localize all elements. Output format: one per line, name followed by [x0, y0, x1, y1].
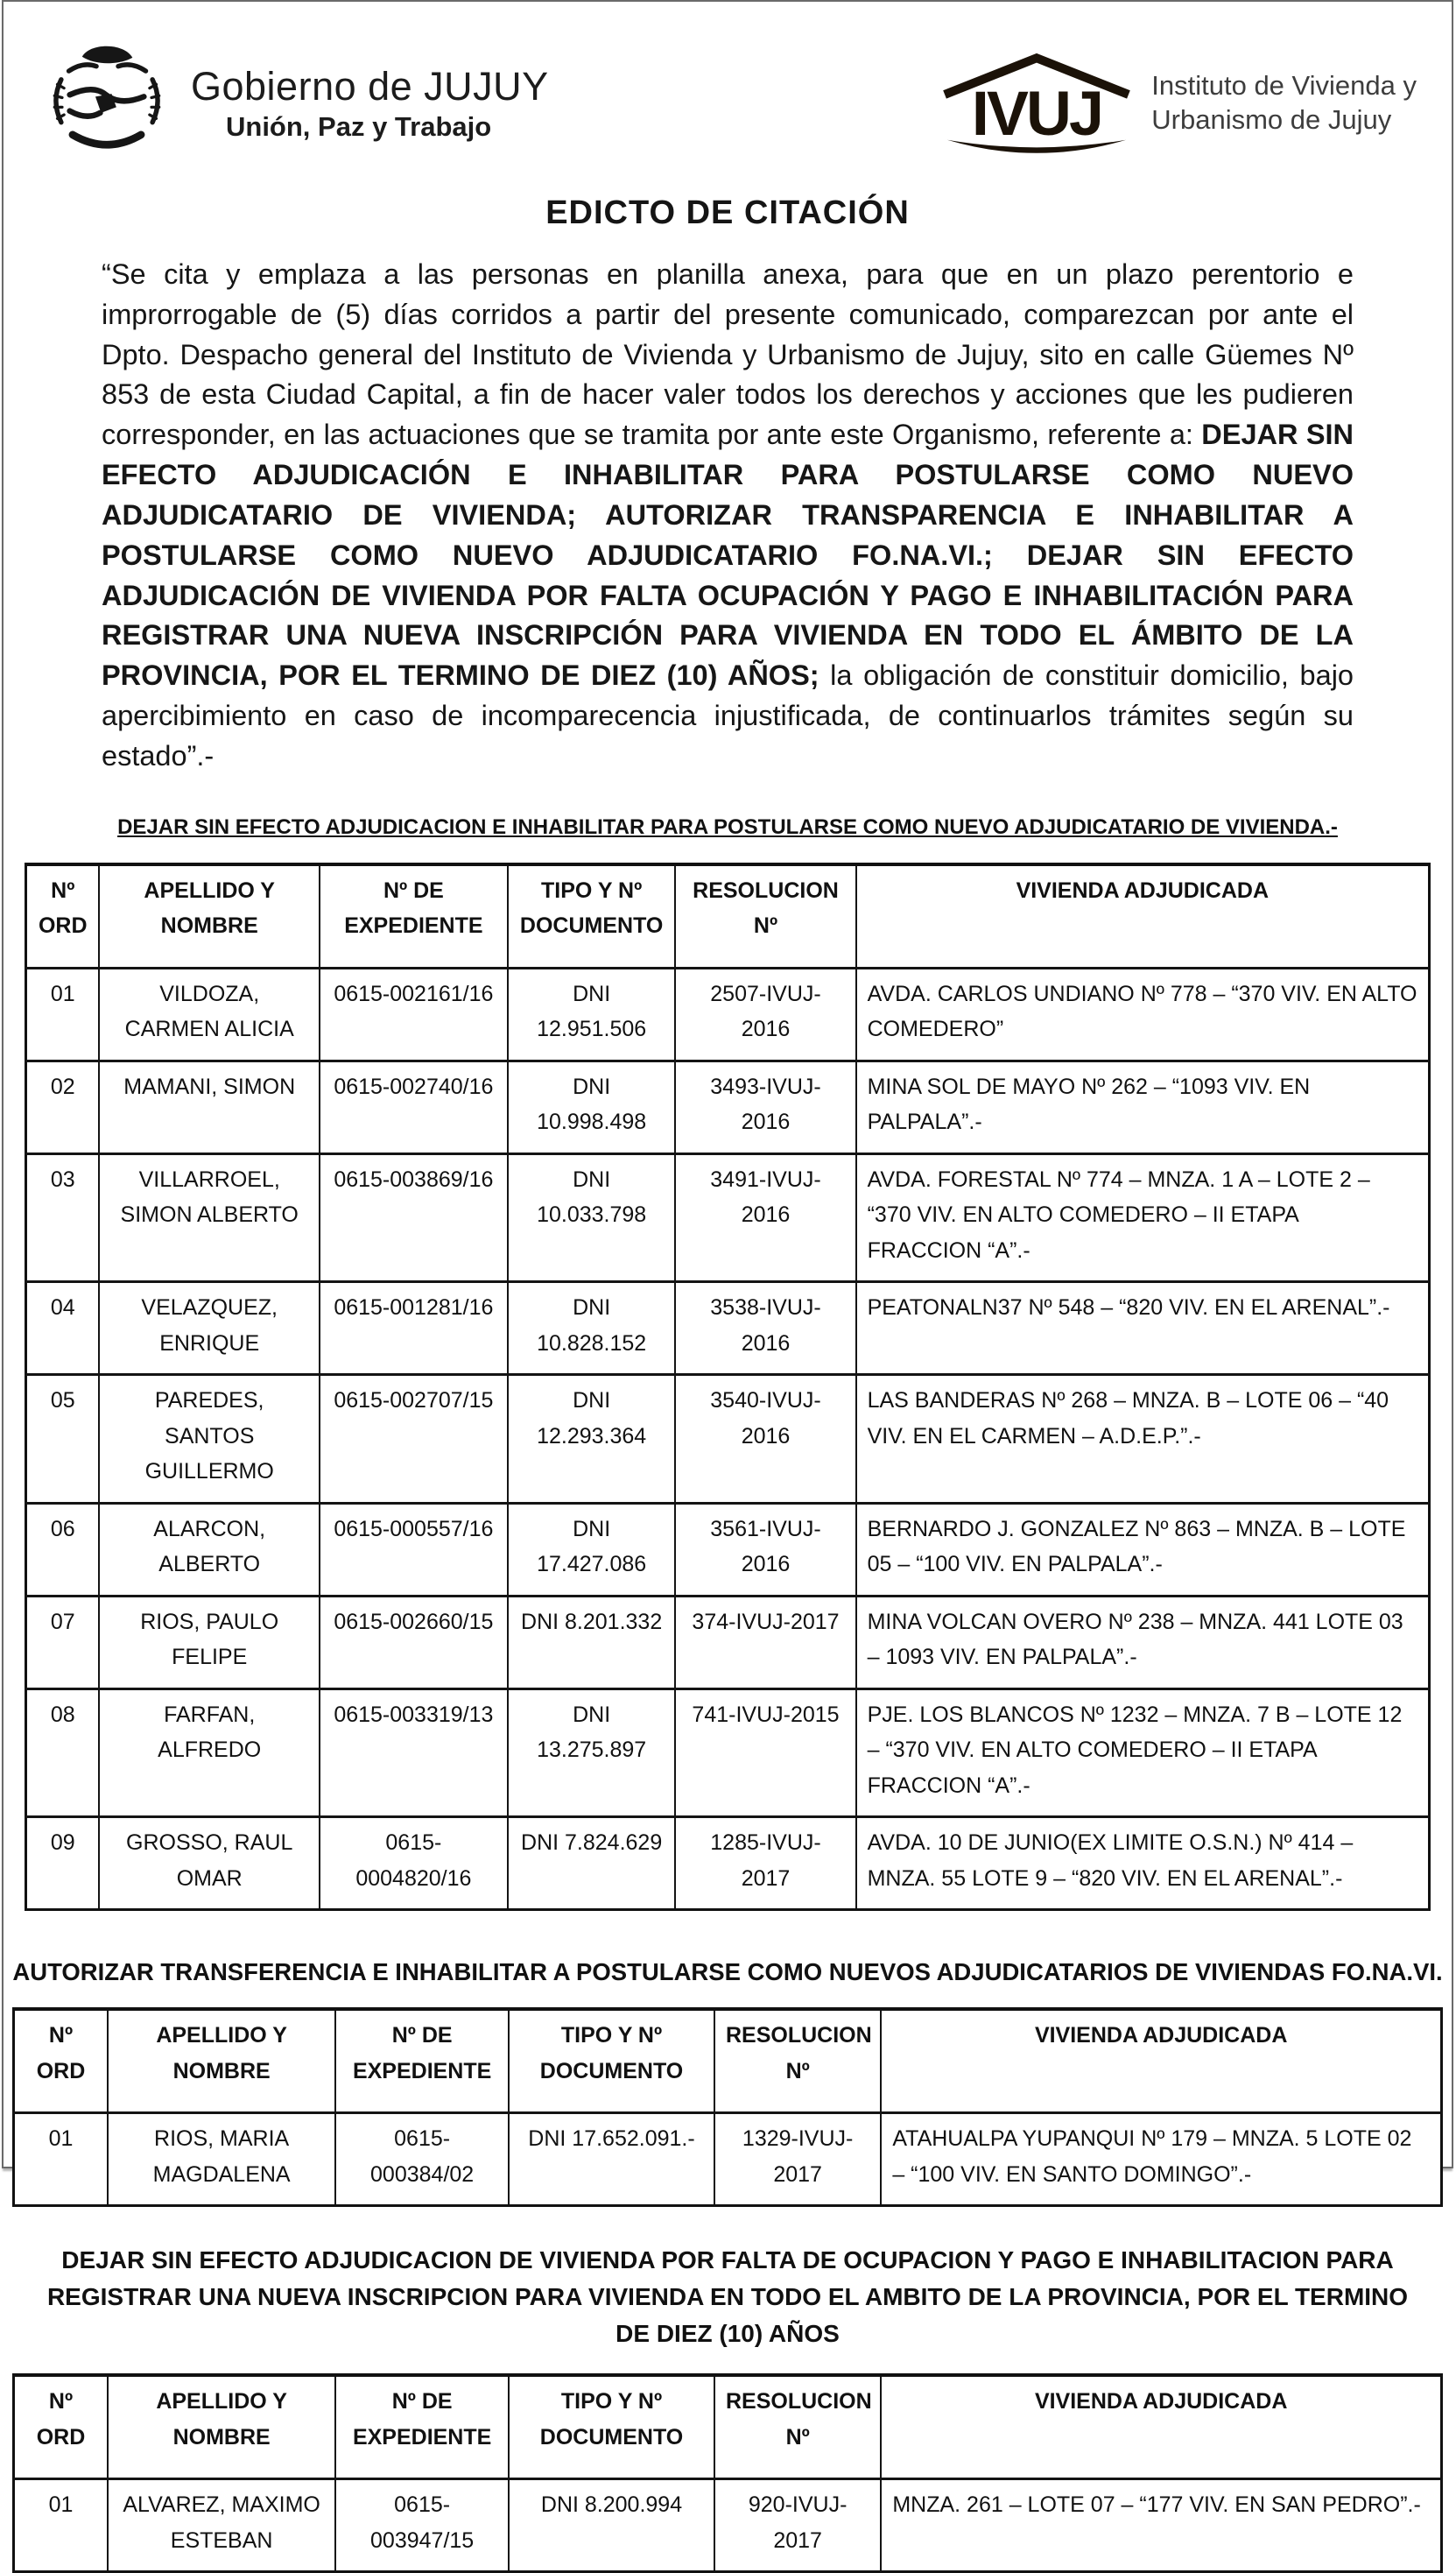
cell-name: ALVAREZ, MAXIMO ESTEBAN [108, 2479, 335, 2572]
cell-vivienda: MINA VOLCAN OVERO Nº 238 – MNZA. 441 LOTE 03 – 1093 VIV. EN PALPALA”.- [856, 1596, 1430, 1688]
table-header-row [14, 2375, 1442, 2479]
cell-vivienda: ATAHUALPA YUPANQUI Nº 179 – MNZA. 5 LOTE 02 – “100 VIV. EN SANTO DOMINGO”.- [881, 2113, 1441, 2206]
cell-name: PAREDES, SANTOS GUILLERMO [99, 1375, 319, 1504]
table-row [14, 2479, 1442, 2572]
ivuj-acronym: IVUJ [972, 78, 1102, 149]
ivuj-name-line1: Instituto de Vivienda y [1151, 70, 1417, 102]
table-row [26, 968, 1430, 1061]
cell-vivienda: BERNARDO J. GONZALEZ Nº 863 – MNZA. B – LOTE 05 – “100 VIV. EN PALPALA”.- [856, 1503, 1430, 1596]
cell-vivienda: AVDA. 10 DE JUNIO(EX LIMITE O.S.N.) Nº 414 – MNZA. 55 LOTE 9 – “820 VIV. EN EL ARENAL”.- [856, 1817, 1430, 1910]
col-header-documento: TIPO Y Nº DOCUMENTO [508, 864, 676, 969]
cell-expediente: 0615-001281/16 [320, 1282, 508, 1375]
cell-name: VILDOZA, CARMEN ALICIA [99, 968, 319, 1061]
cell-ord: 03 [26, 1153, 100, 1282]
cell-vivienda: LAS BANDERAS Nº 268 – MNZA. B – LOTE 06 – “40 VIV. EN EL CARMEN – A.D.E.P.”.- [856, 1375, 1430, 1504]
cell-expediente: 0615-003869/16 [320, 1153, 508, 1282]
cell-expediente: 0615-002660/15 [320, 1596, 508, 1688]
cell-expediente: 0615-0004820/16 [320, 1817, 508, 1910]
cell-name: RIOS, PAULO FELIPE [99, 1596, 319, 1688]
falta-ocupacion-table [12, 2373, 1443, 2573]
table-row [26, 1596, 1430, 1688]
cell-name: RIOS, MARIA MAGDALENA [108, 2113, 335, 2206]
col-header-expediente: Nº DE EXPEDIENTE [335, 2375, 509, 2479]
cell-documento: DNI 10.033.798 [508, 1153, 676, 1282]
col-header-documento: TIPO Y Nº DOCUMENTO [509, 2375, 714, 2479]
cell-documento: DNI 8.200.994 [509, 2479, 714, 2572]
cell-documento: DNI 12.293.364 [508, 1375, 676, 1504]
cell-ord: 01 [14, 2479, 108, 2572]
ivuj-name-line2: Urbanismo de Jujuy [1151, 104, 1392, 135]
gobierno-jujuy-wordmark [191, 64, 549, 143]
cell-expediente: 0615-002161/16 [320, 968, 508, 1061]
gobierno-title: Gobierno de JUJUY [191, 64, 549, 109]
col-header-name: APELLIDO Y NOMBRE [108, 2375, 335, 2479]
col-header-ord: Nº ORD [26, 864, 100, 969]
cell-resolucion: 1329-IVUJ-2017 [714, 2113, 881, 2206]
cell-resolucion: 2507-IVUJ-2016 [675, 968, 855, 1061]
cell-expediente: 0615-000557/16 [320, 1503, 508, 1596]
cell-name: FARFAN, ALFREDO [99, 1688, 319, 1817]
header [4, 33, 1452, 173]
cell-name: ALARCON, ALBERTO [99, 1503, 319, 1596]
table-row [26, 1282, 1430, 1375]
gobierno-jujuy-logo [33, 37, 549, 170]
cell-ord: 01 [26, 968, 100, 1061]
cell-name: GROSSO, RAUL OMAR [99, 1817, 319, 1910]
cell-name: VILLARROEL, SIMON ALBERTO [99, 1153, 319, 1282]
ivuj-logo [936, 38, 1417, 169]
cell-ord: 09 [26, 1817, 100, 1910]
cell-documento: DNI 17.427.086 [508, 1503, 676, 1596]
cell-vivienda: MNZA. 261 – LOTE 07 – “177 VIV. EN SAN PEDRO”.- [881, 2479, 1441, 2572]
cell-ord: 07 [26, 1596, 100, 1688]
cell-ord: 05 [26, 1375, 100, 1504]
cell-vivienda: MINA SOL DE MAYO Nº 262 – “1093 VIV. EN PALPALA”.- [856, 1061, 1430, 1153]
cell-vivienda: PEATONALN37 Nº 548 – “820 VIV. EN EL ARENAL”.- [856, 1282, 1430, 1375]
gobierno-jujuy-crest-icon [33, 37, 180, 170]
cell-ord: 01 [14, 2113, 108, 2206]
cell-resolucion: 3540-IVUJ-2016 [675, 1375, 855, 1504]
transferencia-table [12, 2007, 1443, 2207]
col-header-documento: TIPO Y Nº DOCUMENTO [509, 2009, 714, 2113]
col-header-ord: Nº ORD [14, 2009, 108, 2113]
cell-vivienda: AVDA. CARLOS UNDIANO Nº 778 – “370 VIV. EN ALTO COMEDERO” [856, 968, 1430, 1061]
col-header-ord: Nº ORD [14, 2375, 108, 2479]
cell-ord: 06 [26, 1503, 100, 1596]
edict-text: “Se cita y emplaza a las personas en planilla anexa, para que en un plazo perentorio e improrrogable de (5) días corridos a partir del presente comunicado, comparezcan por ante el Dpto. Despacho general del Instituto de Vivienda y Urbanismo de Jujuy, sito en calle Güemes Nº 853 de esta Ciudad Capital, a fin de hacer valer todos los derechos y acciones que les pudieren corresponder, en las actuaciones que se tramita por ante este Organismo, referente a: [102, 258, 1354, 451]
table-row [26, 1153, 1430, 1282]
cell-expediente: 0615-002740/16 [320, 1061, 508, 1153]
col-header-name: APELLIDO Y NOMBRE [99, 864, 319, 969]
col-header-name: APELLIDO Y NOMBRE [108, 2009, 335, 2113]
document-title: EDICTO DE CITACIÓN [545, 194, 910, 231]
table-header-row [26, 864, 1430, 969]
table-header-row [14, 2009, 1442, 2113]
ivuj-house-icon [936, 38, 1137, 169]
col-header-expediente: Nº DE EXPEDIENTE [335, 2009, 509, 2113]
cell-vivienda: AVDA. FORESTAL Nº 774 – MNZA. 1 A – LOTE 2 – “370 VIV. EN ALTO COMEDERO – II ETAPA FRACCION “A”.- [856, 1153, 1430, 1282]
cell-resolucion: 741-IVUJ-2015 [675, 1688, 855, 1817]
cell-resolucion: 3493-IVUJ-2016 [675, 1061, 855, 1153]
section-heading: AUTORIZAR TRANSFERENCIA E INHABILITAR A POSTULARSE COMO NUEVOS ADJUDICATARIOS DE VIVIENDAS FO.NA.VI. [12, 1958, 1443, 1986]
col-header-expediente: Nº DE EXPEDIENTE [320, 864, 508, 969]
section-falta-ocupacion-y-pago [4, 2242, 1452, 2573]
cell-name: MAMANI, SIMON [99, 1061, 319, 1153]
table-row [26, 1688, 1430, 1817]
cell-expediente: 0615-003947/15 [335, 2479, 509, 2572]
cell-documento: DNI 10.998.498 [508, 1061, 676, 1153]
cell-resolucion: 3538-IVUJ-2016 [675, 1282, 855, 1375]
cell-documento: DNI 12.951.506 [508, 968, 676, 1061]
col-header-vivienda: VIVIENDA ADJUDICADA [856, 864, 1430, 969]
cell-expediente: 0615-002707/15 [320, 1375, 508, 1504]
table-row [26, 1061, 1430, 1153]
adjudicacion-table [25, 863, 1431, 1912]
cell-documento: DNI 13.275.897 [508, 1688, 676, 1817]
ivuj-wordmark [1151, 69, 1417, 137]
edict-bold-text: DEJAR SIN EFECTO ADJUDICACIÓN E INHABILITAR PARA POSTULARSE COMO NUEVO ADJUDICATARIO DE VIVIENDA; AUTORIZAR TRANSPARENCIA E INHABILITAR A POSTULARSE COMO NUEVO ADJUDICATARIO FO.NA.VI.; DEJAR SIN EFECTO ADJUDICACIÓN DE VIVIENDA POR FALTA OCUPACIÓN Y PAGO E INHABILITACIÓN PARA REGISTRAR UNA NUEVA INSCRIPCIÓN PARA VIVIENDA EN TODO EL ÁMBITO DE LA PROVINCIA, POR EL TERMINO DE DIEZ (10) AÑOS; [102, 419, 1354, 692]
cell-documento: DNI 10.828.152 [508, 1282, 676, 1375]
cell-vivienda: PJE. LOS BLANCOS Nº 1232 – MNZA. 7 B – LOTE 12 – “370 VIV. EN ALTO COMEDERO – II ETAPA FRACCION “A”.- [856, 1688, 1430, 1817]
gobierno-subtitle: Unión, Paz y Trabajo [226, 111, 492, 142]
section-autorizar-transferencia [4, 1958, 1452, 2207]
cell-resolucion: 3561-IVUJ-2016 [675, 1503, 855, 1596]
cell-resolucion: 920-IVUJ-2017 [714, 2479, 881, 2572]
edict-paragraph [102, 255, 1354, 777]
section-heading: DEJAR SIN EFECTO ADJUDICACION DE VIVIENDA POR FALTA DE OCUPACION Y PAGO E INHABILITACION PARA REGISTRAR UNA NUEVA INSCRIPCION PARA VIVIENDA EN TODO EL AMBITO DE LA PROVINCIA, POR EL TERMINO DE DIEZ (10) AÑOS [46, 2246, 1409, 2348]
table-row [26, 1817, 1430, 1910]
col-header-resolucion: RESOLUCION Nº [714, 2375, 881, 2479]
cell-resolucion: 3491-IVUJ-2016 [675, 1153, 855, 1282]
cell-expediente: 0615-003319/13 [320, 1688, 508, 1817]
cell-documento: DNI 7.824.629 [508, 1817, 676, 1910]
col-header-resolucion: RESOLUCION Nº [714, 2009, 881, 2113]
cell-ord: 02 [26, 1061, 100, 1153]
cell-documento: DNI 8.201.332 [508, 1596, 676, 1688]
col-header-vivienda: VIVIENDA ADJUDICADA [881, 2009, 1441, 2113]
table-row [14, 2113, 1442, 2206]
cell-name: VELAZQUEZ, ENRIQUE [99, 1282, 319, 1375]
col-header-resolucion: RESOLUCION Nº [675, 864, 855, 969]
table-row [26, 1375, 1430, 1504]
table-row [26, 1503, 1430, 1596]
cell-documento: DNI 17.652.091.- [509, 2113, 714, 2206]
col-header-vivienda: VIVIENDA ADJUDICADA [881, 2375, 1441, 2479]
edict-text: la obligación de constituir domicilio, bajo apercibimiento en caso de incomparecencia injustificada, de continuarlos trámites según su estado”.- [102, 659, 1354, 772]
cell-resolucion: 1285-IVUJ-2017 [675, 1817, 855, 1910]
cell-resolucion: 374-IVUJ-2017 [675, 1596, 855, 1688]
cell-ord: 04 [26, 1282, 100, 1375]
cell-expediente: 0615-000384/02 [335, 2113, 509, 2206]
section-dejar-sin-efecto-adjudicacion [4, 815, 1452, 1912]
scanned-sheet [2, 0, 1453, 2553]
cell-ord: 08 [26, 1688, 100, 1817]
section-heading: DEJAR SIN EFECTO ADJUDICACION E INHABILITAR PARA POSTULARSE COMO NUEVO ADJUDICATARIO DE VIVIENDA.- [117, 814, 1338, 839]
